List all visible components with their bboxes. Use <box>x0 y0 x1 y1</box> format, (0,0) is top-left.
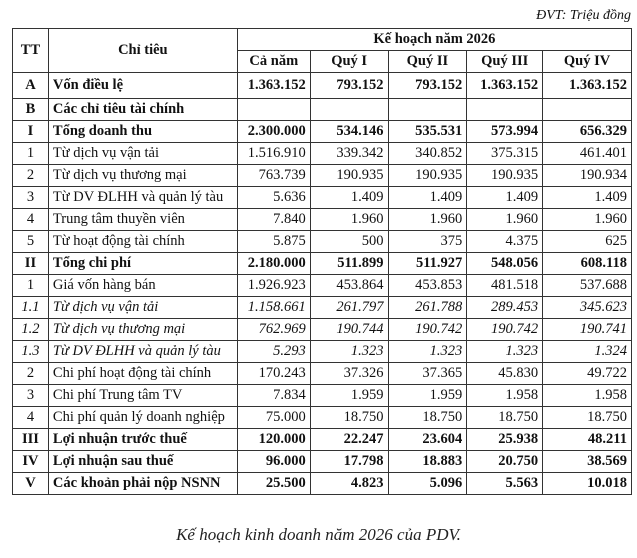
row-tt: III <box>13 429 49 451</box>
row-value: 762.969 <box>237 319 310 341</box>
row-value: 2.180.000 <box>237 253 310 275</box>
table-row <box>13 275 632 297</box>
table-row <box>13 297 632 319</box>
row-value: 18.750 <box>388 407 467 429</box>
row-label: Tổng doanh thu <box>48 121 237 143</box>
row-label: Từ dịch vụ vận tải <box>48 143 237 165</box>
row-value: 289.453 <box>467 297 543 319</box>
row-label: Từ DV ĐLHH và quản lý tàu <box>48 341 237 363</box>
header-col: Quý III <box>467 51 543 73</box>
row-label: Tổng chi phí <box>48 253 237 275</box>
row-value: 4.823 <box>310 473 388 495</box>
row-label: Từ DV ĐLHH và quản lý tàu <box>48 187 237 209</box>
row-value: 1.960 <box>388 209 467 231</box>
row-value: 1.323 <box>388 341 467 363</box>
table-row <box>13 363 632 385</box>
row-value: 2.300.000 <box>237 121 310 143</box>
row-value: 1.409 <box>388 187 467 209</box>
row-value: 375.315 <box>467 143 543 165</box>
row-value: 48.211 <box>543 429 632 451</box>
row-value: 5.096 <box>388 473 467 495</box>
row-tt: 3 <box>13 187 49 209</box>
table-row <box>13 73 632 99</box>
row-tt: 3 <box>13 385 49 407</box>
row-value: 120.000 <box>237 429 310 451</box>
header-col: Cả năm <box>237 51 310 73</box>
row-value: 1.516.910 <box>237 143 310 165</box>
row-value: 190.744 <box>310 319 388 341</box>
row-label: Giá vốn hàng bán <box>48 275 237 297</box>
table-row <box>13 341 632 363</box>
row-tt: 4 <box>13 209 49 231</box>
row-value: 18.750 <box>310 407 388 429</box>
row-value: 339.342 <box>310 143 388 165</box>
row-value: 1.158.661 <box>237 297 310 319</box>
row-tt: 1 <box>13 275 49 297</box>
row-label: Vốn điều lệ <box>48 73 237 99</box>
row-value <box>467 99 543 121</box>
row-value <box>388 99 467 121</box>
row-value: 261.797 <box>310 297 388 319</box>
row-value: 453.864 <box>310 275 388 297</box>
row-value: 1.960 <box>310 209 388 231</box>
header-indicator: Chỉ tiêu <box>48 29 237 73</box>
table-row <box>13 209 632 231</box>
header-plan: Kế hoạch năm 2026 <box>237 29 631 51</box>
row-label: Các khoản phải nộp NSNN <box>48 473 237 495</box>
caption: Kế hoạch kinh doanh năm 2026 của PDV. <box>176 525 461 544</box>
row-value: 23.604 <box>388 429 467 451</box>
row-tt: 4 <box>13 407 49 429</box>
row-value: 1.363.152 <box>237 73 310 99</box>
row-label: Từ dịch vụ thương mại <box>48 165 237 187</box>
header-col: Quý I <box>310 51 388 73</box>
table-row <box>13 253 632 275</box>
row-value: 1.363.152 <box>467 73 543 99</box>
row-value: 261.788 <box>388 297 467 319</box>
table-row <box>13 143 632 165</box>
table-row <box>13 187 632 209</box>
row-tt: I <box>13 121 49 143</box>
row-value: 5.636 <box>237 187 310 209</box>
row-value: 793.152 <box>388 73 467 99</box>
row-value: 481.518 <box>467 275 543 297</box>
row-value: 45.830 <box>467 363 543 385</box>
row-tt: 2 <box>13 363 49 385</box>
row-value: 1.409 <box>543 187 632 209</box>
row-tt: 1.2 <box>13 319 49 341</box>
table-row <box>13 407 632 429</box>
row-value: 22.247 <box>310 429 388 451</box>
row-value: 1.323 <box>310 341 388 363</box>
row-value: 763.739 <box>237 165 310 187</box>
row-value: 96.000 <box>237 451 310 473</box>
row-label: Chi phí Trung tâm TV <box>48 385 237 407</box>
header-col: Quý II <box>388 51 467 73</box>
row-label: Từ hoạt động tài chính <box>48 231 237 253</box>
row-value: 18.883 <box>388 451 467 473</box>
row-tt: II <box>13 253 49 275</box>
row-tt: 2 <box>13 165 49 187</box>
row-value: 608.118 <box>543 253 632 275</box>
row-value: 345.623 <box>543 297 632 319</box>
row-label: Lợi nhuận sau thuế <box>48 451 237 473</box>
row-value: 534.146 <box>310 121 388 143</box>
row-value <box>237 99 310 121</box>
row-value: 537.688 <box>543 275 632 297</box>
row-label: Chi phí quản lý doanh nghiệp <box>48 407 237 429</box>
row-label: Trung tâm thuyền viên <box>48 209 237 231</box>
row-value: 7.834 <box>237 385 310 407</box>
row-tt: 1.3 <box>13 341 49 363</box>
row-value: 1.960 <box>543 209 632 231</box>
row-value: 1.960 <box>467 209 543 231</box>
row-value: 4.375 <box>467 231 543 253</box>
table-row <box>13 429 632 451</box>
row-tt: V <box>13 473 49 495</box>
row-value: 500 <box>310 231 388 253</box>
table-row <box>13 99 632 121</box>
row-value: 1.323 <box>467 341 543 363</box>
unit-note: ĐVT: Triệu đồng <box>536 8 631 23</box>
row-value: 1.363.152 <box>543 73 632 99</box>
row-value: 49.722 <box>543 363 632 385</box>
row-value: 793.152 <box>310 73 388 99</box>
row-value: 625 <box>543 231 632 253</box>
row-value: 656.329 <box>543 121 632 143</box>
row-tt: 1.1 <box>13 297 49 319</box>
row-value: 1.926.923 <box>237 275 310 297</box>
row-tt: IV <box>13 451 49 473</box>
row-value: 1.324 <box>543 341 632 363</box>
row-label: Từ dịch vụ thương mại <box>48 319 237 341</box>
row-value: 1.959 <box>310 385 388 407</box>
row-value: 190.934 <box>543 165 632 187</box>
table-row <box>13 385 632 407</box>
table-row <box>13 231 632 253</box>
row-value: 5.875 <box>237 231 310 253</box>
header-col: Quý IV <box>543 51 632 73</box>
header-tt: TT <box>13 29 49 73</box>
row-label: Các chỉ tiêu tài chính <box>48 99 237 121</box>
row-value: 190.742 <box>467 319 543 341</box>
row-value: 1.409 <box>467 187 543 209</box>
row-value: 340.852 <box>388 143 467 165</box>
row-value: 25.938 <box>467 429 543 451</box>
row-value: 190.741 <box>543 319 632 341</box>
table-row <box>13 165 632 187</box>
table-row <box>13 473 632 495</box>
row-value: 548.056 <box>467 253 543 275</box>
row-value: 38.569 <box>543 451 632 473</box>
row-value: 511.927 <box>388 253 467 275</box>
row-tt: 5 <box>13 231 49 253</box>
row-value: 25.500 <box>237 473 310 495</box>
row-value: 511.899 <box>310 253 388 275</box>
row-value: 1.409 <box>310 187 388 209</box>
business-plan-table <box>12 28 632 495</box>
row-value: 5.293 <box>237 341 310 363</box>
row-value: 453.853 <box>388 275 467 297</box>
row-value: 37.365 <box>388 363 467 385</box>
row-value: 190.742 <box>388 319 467 341</box>
row-value: 1.958 <box>467 385 543 407</box>
table-row <box>13 451 632 473</box>
row-value: 37.326 <box>310 363 388 385</box>
row-value <box>310 99 388 121</box>
row-value: 535.531 <box>388 121 467 143</box>
row-value: 190.935 <box>310 165 388 187</box>
row-value: 375 <box>388 231 467 253</box>
table-row <box>13 319 632 341</box>
row-value: 17.798 <box>310 451 388 473</box>
table-row <box>13 121 632 143</box>
row-value: 18.750 <box>543 407 632 429</box>
row-value: 7.840 <box>237 209 310 231</box>
row-value: 10.018 <box>543 473 632 495</box>
row-value: 170.243 <box>237 363 310 385</box>
row-label: Lợi nhuận trước thuế <box>48 429 237 451</box>
row-value: 18.750 <box>467 407 543 429</box>
row-value: 190.935 <box>467 165 543 187</box>
row-label: Từ dịch vụ vận tải <box>48 297 237 319</box>
row-tt: B <box>13 99 49 121</box>
row-value: 75.000 <box>237 407 310 429</box>
row-tt: A <box>13 73 49 99</box>
row-value <box>543 99 632 121</box>
row-value: 1.958 <box>543 385 632 407</box>
row-value: 1.959 <box>388 385 467 407</box>
row-value: 20.750 <box>467 451 543 473</box>
row-value: 461.401 <box>543 143 632 165</box>
row-value: 5.563 <box>467 473 543 495</box>
row-tt: 1 <box>13 143 49 165</box>
row-label: Chi phí hoạt động tài chính <box>48 363 237 385</box>
row-value: 190.935 <box>388 165 467 187</box>
row-value: 573.994 <box>467 121 543 143</box>
